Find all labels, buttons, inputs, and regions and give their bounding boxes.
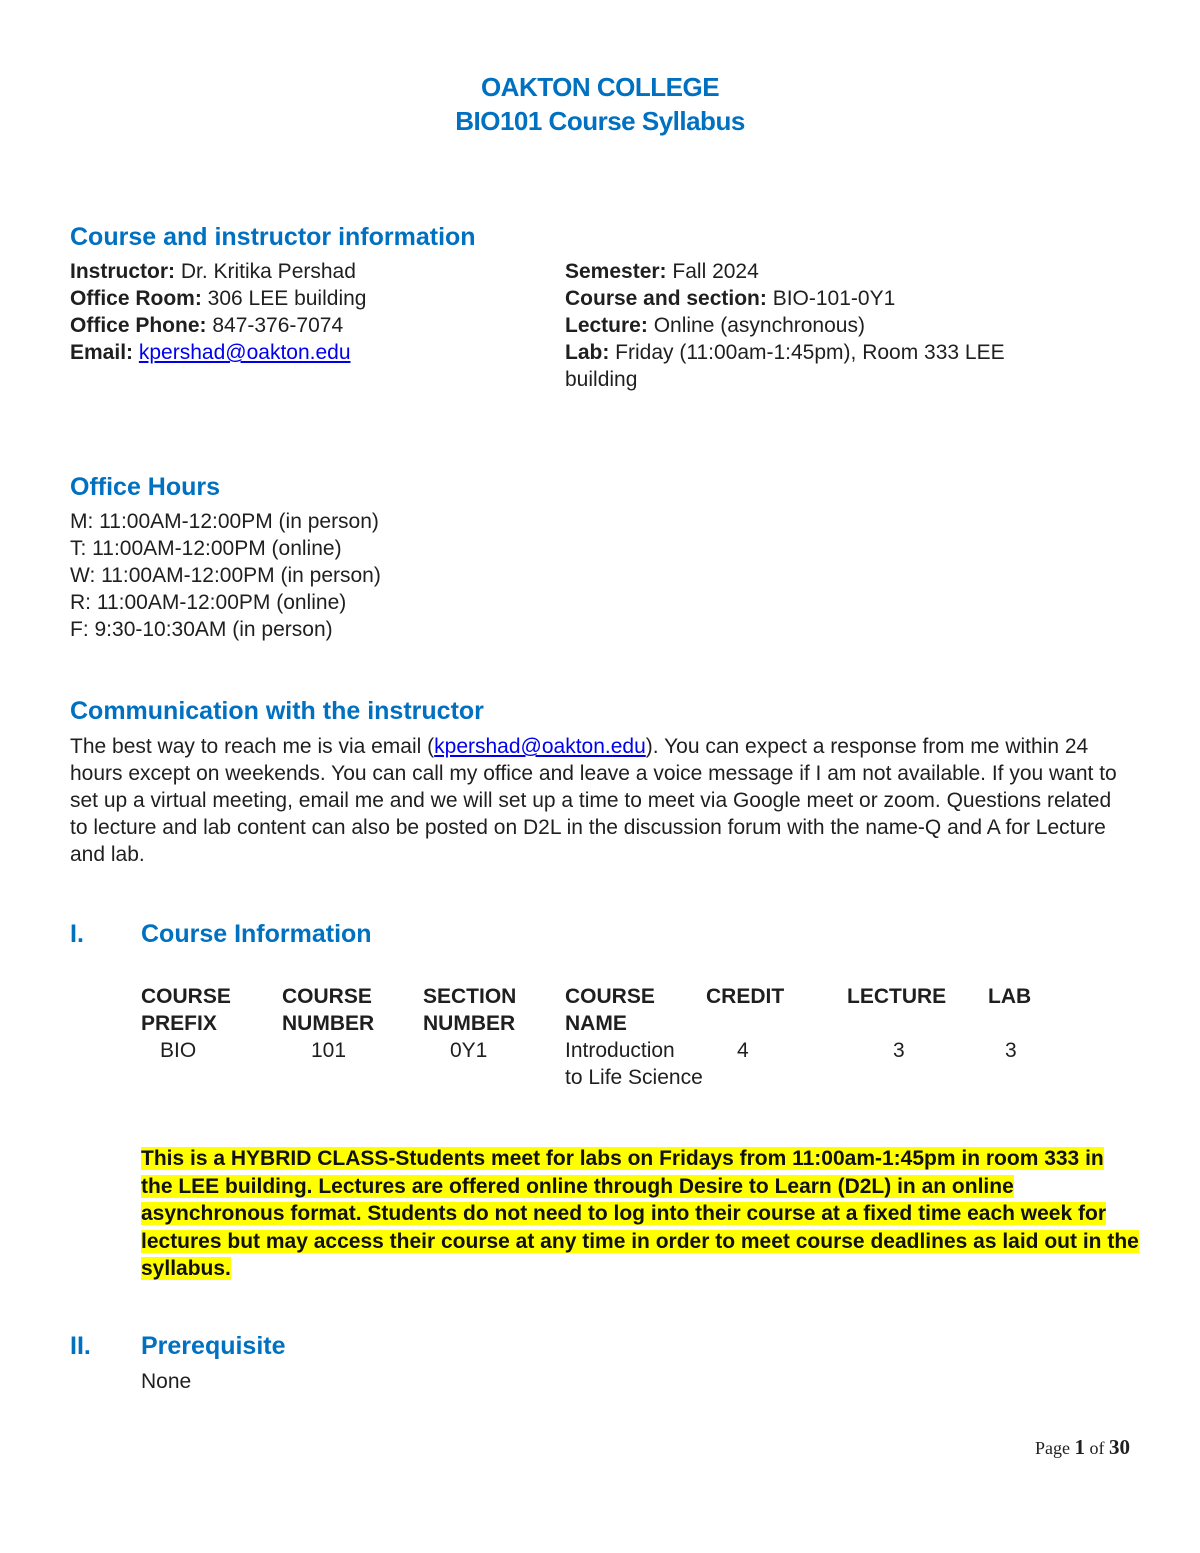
instructor-row: [70, 258, 366, 285]
page-footer: [1035, 1435, 1130, 1460]
lab-value: Friday (11:00am-1:45pm), Room 333 LEE: [609, 341, 1005, 364]
office-hours-heading: Office Hours: [70, 473, 221, 501]
communication-paragraph: [70, 733, 1130, 868]
course-section-label: Course and section:: [565, 287, 767, 310]
header-text: NUMBER: [423, 1012, 516, 1035]
cell-lecture: 3: [893, 1039, 905, 1062]
office-room-row: [70, 285, 366, 312]
instructor-info-right: [565, 258, 1005, 393]
header-text: SECTION: [423, 985, 517, 1008]
lecture-label: Lecture:: [565, 314, 648, 337]
office-phone-label: Office Phone:: [70, 314, 207, 337]
header-lab: [988, 983, 1031, 1010]
course-section-row: [565, 285, 1005, 312]
page-total: 30: [1109, 1435, 1130, 1459]
email-link[interactable]: kpershad@oakton.edu: [138, 341, 351, 364]
lecture-row: [565, 312, 1005, 339]
page-word: Page: [1035, 1438, 1070, 1458]
office-phone-value: 847-376-7074: [206, 314, 344, 337]
lab-row: [565, 339, 1005, 366]
lecture-value: Online (asynchronous): [647, 314, 865, 337]
hybrid-class-notice: [141, 1145, 1141, 1283]
office-phone-row: [70, 312, 366, 339]
office-hours-wednesday: W: 11:00AM-12:00PM (in person): [70, 564, 381, 587]
page-number: 1: [1074, 1435, 1085, 1459]
section-title: Prerequisite: [141, 1332, 286, 1360]
office-hours-list: [70, 508, 381, 643]
header-course-name: [565, 983, 655, 1037]
semester-label: Semester:: [565, 260, 667, 283]
header-text: COURSE: [141, 985, 231, 1008]
office-hours-tuesday: T: 11:00AM-12:00PM (online): [70, 537, 342, 560]
header-text: COURSE: [565, 985, 655, 1008]
cell-number: 101: [311, 1039, 347, 1062]
header-text: NAME: [565, 1012, 627, 1035]
header-course-prefix: [141, 983, 231, 1037]
header-text: CREDIT: [706, 985, 785, 1008]
header-text: PREFIX: [141, 1012, 217, 1035]
course-instructor-heading: Course and instructor information: [70, 223, 476, 251]
header-text: LAB: [988, 985, 1032, 1008]
section-course-information-heading: [70, 919, 372, 949]
lab-row-continued: building: [565, 368, 638, 391]
header-course-number: [282, 983, 374, 1037]
office-hours-thursday: R: 11:00AM-12:00PM (online): [70, 591, 347, 614]
email-row: [70, 339, 366, 366]
header-lecture: [847, 983, 946, 1010]
lab-label: Lab:: [565, 341, 610, 364]
section-prerequisite-heading: [70, 1331, 286, 1361]
instructor-info-left: [70, 258, 366, 366]
header-text: COURSE: [282, 985, 372, 1008]
office-room-value: 306 LEE building: [201, 287, 367, 310]
header-text: LECTURE: [847, 985, 947, 1008]
section-number: I.: [70, 920, 84, 948]
document-title: [0, 70, 1200, 138]
office-hours-monday: M: 11:00AM-12:00PM (in person): [70, 510, 379, 533]
email-label: Email:: [70, 341, 134, 364]
cell-course-name: [565, 1037, 703, 1091]
course-name-line: Introduction: [565, 1039, 675, 1062]
header-credit: [706, 983, 784, 1010]
office-room-label: Office Room:: [70, 287, 202, 310]
course-name-line: to Life Science: [565, 1066, 703, 1089]
course-title: BIO101 Course Syllabus: [455, 106, 745, 136]
cell-section: 0Y1: [450, 1039, 488, 1062]
header-section-number: [423, 983, 516, 1037]
course-section-value: BIO-101-0Y1: [766, 287, 896, 310]
semester-row: [565, 258, 1005, 285]
office-hours-friday: F: 9:30-10:30AM (in person): [70, 618, 333, 641]
cell-credit: 4: [737, 1039, 749, 1062]
communication-heading: Communication with the instructor: [70, 697, 484, 725]
communication-email-link[interactable]: kpershad@oakton.edu: [434, 735, 646, 758]
section-title: Course Information: [141, 920, 372, 948]
hybrid-notice-text: This is a HYBRID CLASS-Students meet for labs on Fridays from 11:00am-1:45pm in room 333 in the LEE building. Lectures are offered online through Desire to Learn (D2L) in an online asynchronous format. Students do not need to log into their course at a fixed time each week for lectures but may access their course at any time in order to meet course deadlines as laid out in the syllabus.: [141, 1147, 1139, 1280]
communication-text-after: ). You can expect a response from me within 24 hours except on weekends. You can call my office and leave a voice message if I am not available. If you want to set up a virtual meeting, email me and we will set up a time to meet via Google meet or zoom. Questions related to lecture and lab content can also be posted on D2L in the discussion forum with the name-Q and A for Lecture and lab.: [70, 735, 1117, 866]
semester-value: Fall 2024: [666, 260, 759, 283]
cell-lab: 3: [1005, 1039, 1017, 1062]
instructor-label: Instructor:: [70, 260, 175, 283]
cell-prefix: BIO: [160, 1039, 197, 1062]
of-word: of: [1089, 1438, 1105, 1458]
communication-text-before: The best way to reach me is via email (: [70, 735, 435, 758]
header-text: NUMBER: [282, 1012, 375, 1035]
college-name: OAKTON COLLEGE: [480, 72, 720, 102]
prerequisite-value: None: [141, 1370, 192, 1393]
section-number: II.: [70, 1332, 91, 1360]
instructor-value: Dr. Kritika Pershad: [175, 260, 356, 283]
